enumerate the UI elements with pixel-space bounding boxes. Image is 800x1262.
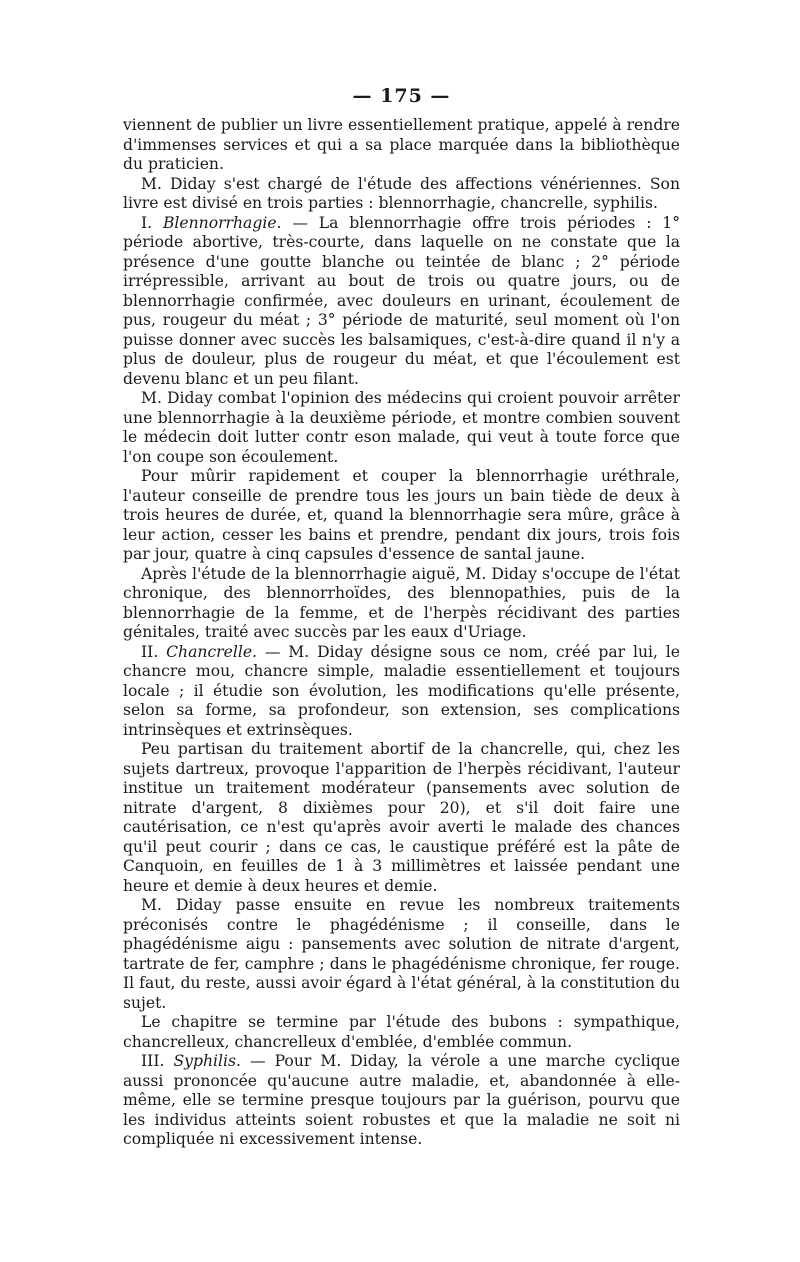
paragraph-chancrelle: II. Chancrelle. — M. Diday désigne sous ce nom, créé par lui, le chancre mou, chancre simple, maladie essentiellement et toujours locale ; il étudie son évolution, les modifications qu'elle présente, selon sa forme, sa profondeur, son extension, ses complications intrinsèques et extrinsèques. [123,642,680,739]
paragraph-abortive-treatment: Peu partisan du traitement abortif de la chancrelle, qui, chez les sujets dartreux, provoque l'apparition de l'herpès récidivant, l'auteur institue un traitement modérateur (pansements avec solution de nitrate d'argent, 8 dixièmes pour 20), et s'il doit faire une cautérisation, ce n'est qu'après avoir averti le malade des chances qu'il peut courir ; dans ce cas, le caustique préféré est la pâte de Canquoin, en feuilles de 1 à 3 millimètres et laissée pendant une heure et demie à deux heures et demie. [123,740,680,895]
paragraph-bubons: Le chapitre se termine par l'étude des bubons : sympathique, chancrelleux, chancrelleux d'emblée, d'emblée commun. [123,1013,680,1051]
section-heading-syphilis: Syphilis. [173,1052,241,1070]
paragraph-treatment-bath: Pour mûrir rapidement et couper la blennorrhagie uréthrale, l'auteur conseille de prendre tous les jours un bain tiède de deux à trois heures de durée, et, quand la blennorrhagie sera mûre, grâce à leur action, cesser les bains et prendre, pendant dix jours, trois fois par jour, quatre à cinq capsules d'essence de santal jaune. [123,467,680,563]
section-heading-blennorrhagie: Blennorrhagie. [162,213,282,232]
paragraph-combat-opinion: M. Diday combat l'opinion des médecins qui croient pouvoir arrêter une blennorrhagie à la deuxième période, et montre combien souvent le médecin doit lutter contr eson malade, qui veut à toute force que l'on coupe son écoulement. [123,389,680,466]
paragraph-phagedenisme: M. Diday passe ensuite en revue les nombreux traitements préconisés contre le phagédénisme ; il conseille, dans le phagédénisme aigu : pansements avec solution de nitrate d'argent, tartrate de fer, camphre ; dans le phagédénisme chronique, fer rouge. Il faut, du reste, aussi avoir égard à l'état général, à la constitution du sujet. [123,896,680,1012]
page-number: — 175 — [352,85,451,107]
book-page [123,84,680,1150]
paragraph-diday-intro: M. Diday s'est chargé de l'étude des affections vénériennes. Son livre est divisé en trois parties : blennorrhagie, chancrelle, syphilis. [123,174,680,212]
paragraph-continuation: viennent de publier un livre essentiellement pratique, appelé à rendre d'immenses services et qui a sa place marquée dans la bibliothèque du praticien. [123,116,680,173]
paragraph-blennorrhagie-periods: I. Blennorrhagie. — La blennorrhagie offre trois périodes : 1° période abortive, très-courte, dans laquelle on ne constate que la présence d'une goutte blanche ou teintée de blanc ; 2° période irrépressible, arrivant au bout de trois ou quatre jours, ou de blennorrhagie confirmée, avec douleurs en urinant, écoulement de pus, rougeur du méat ; 3° période de maturité, seul moment où l'on puisse donner avec succès les balsamiques, c'est-à-dire quand il n'y a plus de douleur, plus de rougeur du méat, et que l'écoulement est devenu blanc et un peu filant. [123,213,680,388]
paragraph-syphilis: III. Syphilis. — Pour M. Diday, la vérole a une marche cyclique aussi prononcée qu'aucune autre maladie, et, abandonnée à elle-même, elle se termine presque toujours par la guérison, pourvu que les individus atteints soient robustes et que la maladie ne soit ni compliquée ni excessivement intense. [123,1052,680,1148]
section-heading-chancrelle: Chancrelle. [166,642,258,661]
paragraph-chronic-state: Après l'étude de la blennorrhagie aiguë, M. Diday s'occupe de l'état chronique, des blennorrhoïdes, des blennopathies, puis de la blennorrhagie de la femme, et de l'herpès récidivant des parties génitales, traité avec succès par les eaux d'Uriage. [123,564,680,641]
